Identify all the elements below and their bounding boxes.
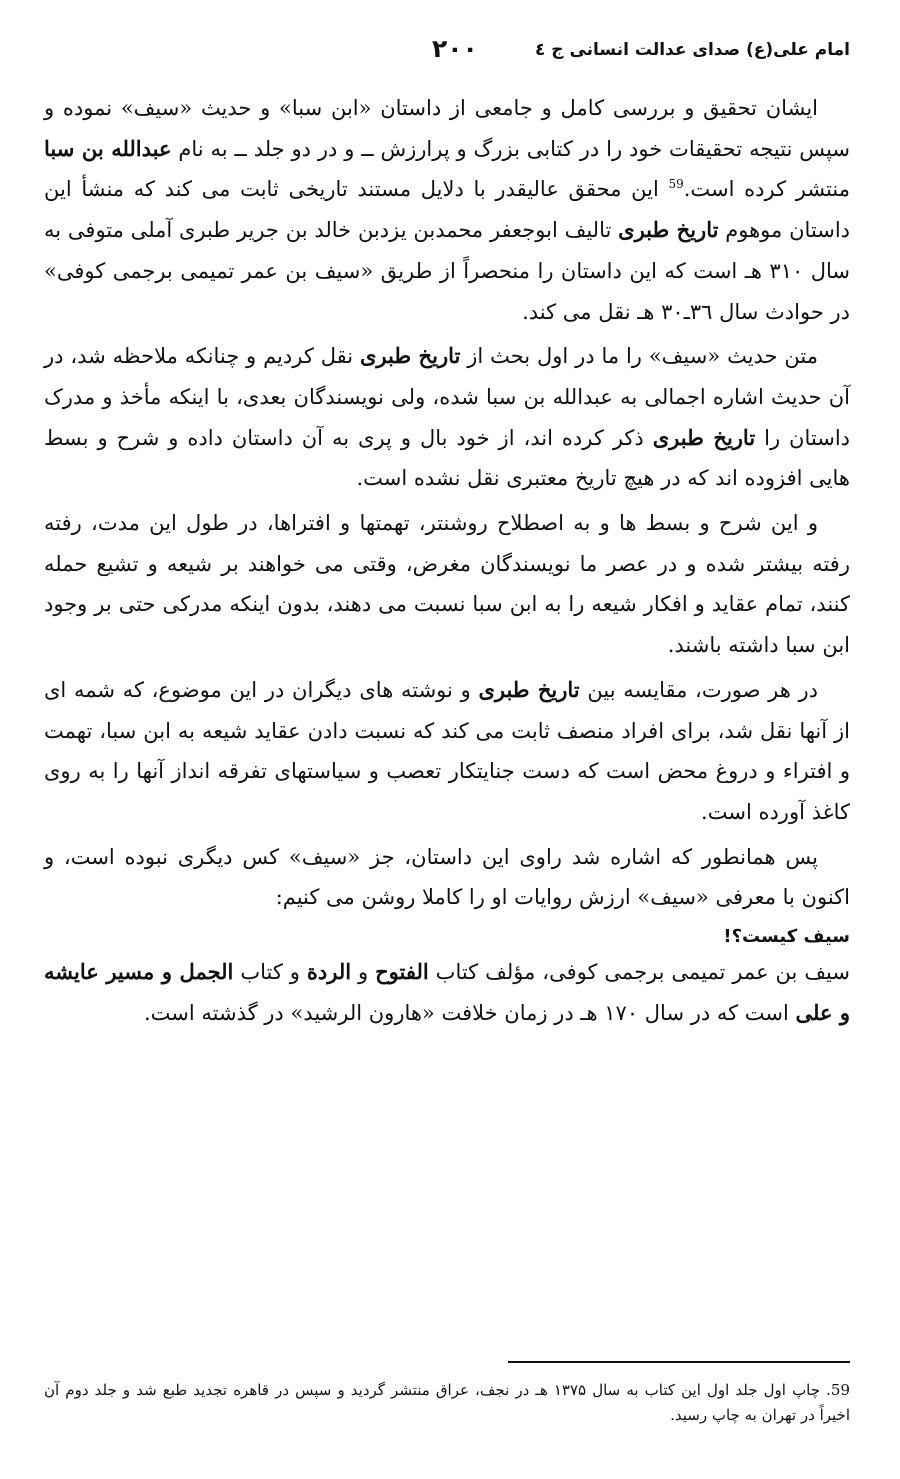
text-run: ایشان تحقیق و بررسی کامل و جامعی از داستان «ابن سبا» و حدیث «سیف» نموده و سپس نتیجه تحقیقات خود را در کتابی بزرگ و پرارزش ــ و در دو جلد ــ به نام <box>44 96 850 161</box>
text-run: و این شرح و بسط ها و به اصطلاح روشنتر، تهمتها و افتراها، در طول این مدت، رفته رفته بیشتر شده و در عصر ما نویسندگان مغرض، وقتی می خواهند بر شیعه و تشیع حمله کنند، تمام عقاید و افکار شیعه را به ابن سبا نسبت می دهند، بدون اینکه مدرکی حتی بر وجود ابن سبا داشته باشند. <box>44 511 850 658</box>
bold-term: تاریخ طبری <box>618 217 719 243</box>
running-title: امام علی(ع) صدای عدالت انسانی ج ٤ <box>534 40 850 60</box>
text-run: و <box>351 960 376 985</box>
paragraph <box>44 837 850 918</box>
paragraph <box>44 88 850 332</box>
paragraph <box>44 670 850 833</box>
bold-term: الردة <box>306 959 352 985</box>
bold-term: عبدالله بن سبا <box>44 135 172 161</box>
text-run: این محقق عالیقدر با دلایل مستند تاریخی ثابت می کند که منشأ این داستان موهوم <box>44 177 851 243</box>
body-text <box>44 88 850 1037</box>
text-run: سیف بن عمر تمیمی برجمی کوفی، مؤلف کتاب <box>428 960 850 985</box>
text-run: نقل کردیم و چنانکه ملاحظه شد، در آن حدیث اشاره اجمالی به عبدالله بن سبا شده، ولی نویسندگان بعدی، با اینکه مأخذ و مدرک داستان را <box>44 344 851 450</box>
bold-term: الفتوح <box>375 959 429 985</box>
text-run: پس همانطور که اشاره شد راوی این داستان، جز «سیف» کس دیگری نبوده است، و اکنون با معرفی «سیف» ارزش روایات او را کاملا روشن می کنیم: <box>44 844 850 910</box>
text-run: منتشر کرده است. <box>683 177 850 202</box>
bold-term: تاریخ طبری <box>652 424 756 450</box>
paragraph <box>44 952 850 1033</box>
bold-term: الجمل و مسیر عایشه و علی <box>44 959 850 1025</box>
page-header <box>44 34 850 74</box>
text-run: در هر صورت، مقایسه بین <box>579 677 819 702</box>
text-run: تالیف ابوجعفر محمدبن یزدبن خالد بن جریر طبری آملی متوفی به سال ۳۱۰ هـ است که این داستان را منحصراً از طریق «سیف بن عمر تمیمی برجمی کوفی» در حوادث سال ۳٦ـ۳۰ هـ نقل می کند. <box>44 218 850 324</box>
paragraph <box>44 336 850 499</box>
bold-term: تاریخ طبری <box>478 676 580 702</box>
page-number: ۲۰۰ <box>432 34 478 63</box>
text-run: است که در سال ۱۷۰ هـ در زمان خلافت «هارون الرشید» در گذشته است. <box>144 1000 796 1025</box>
section-subheading: سیف کیست؟! <box>723 926 850 948</box>
paragraph <box>44 503 850 666</box>
text-run: ذکر کرده اند، از خود بال و پری به آن داستان داده و شرح و بسط هایی افزوده اند که در هیچ تاریخ معتبری نقل نشده است. <box>44 425 850 491</box>
text-run: و کتاب <box>233 960 307 985</box>
bold-term: تاریخ طبری <box>359 343 461 369</box>
footnote-marker: 59 <box>668 177 684 192</box>
text-run: متن حدیث «سیف» را ما در اول بحث از <box>460 344 818 369</box>
footnote-divider <box>508 1361 850 1363</box>
footnote: 59. چاپ اول جلد اول این کتاب به سال ۱۳۷۵ هـ در نجف، عراق منتشر گردید و سپس در قاهره تجدید طبع شد و جلد دوم آن اخیراً در تهران به چاپ رسید. <box>44 1381 850 1424</box>
text-run: و نوشته های دیگران در این موضوع، که شمه ای از آنها نقل شد، برای افراد منصف ثابت می کند که نسبت دادن عقاید شیعه به ابن سبا، تهمت و افتراء و دروغ محض است که دست جنایتکار تعصب و سیاستهای تفرقه انداز آنها را به روی کاغذ آورده است. <box>44 677 850 824</box>
